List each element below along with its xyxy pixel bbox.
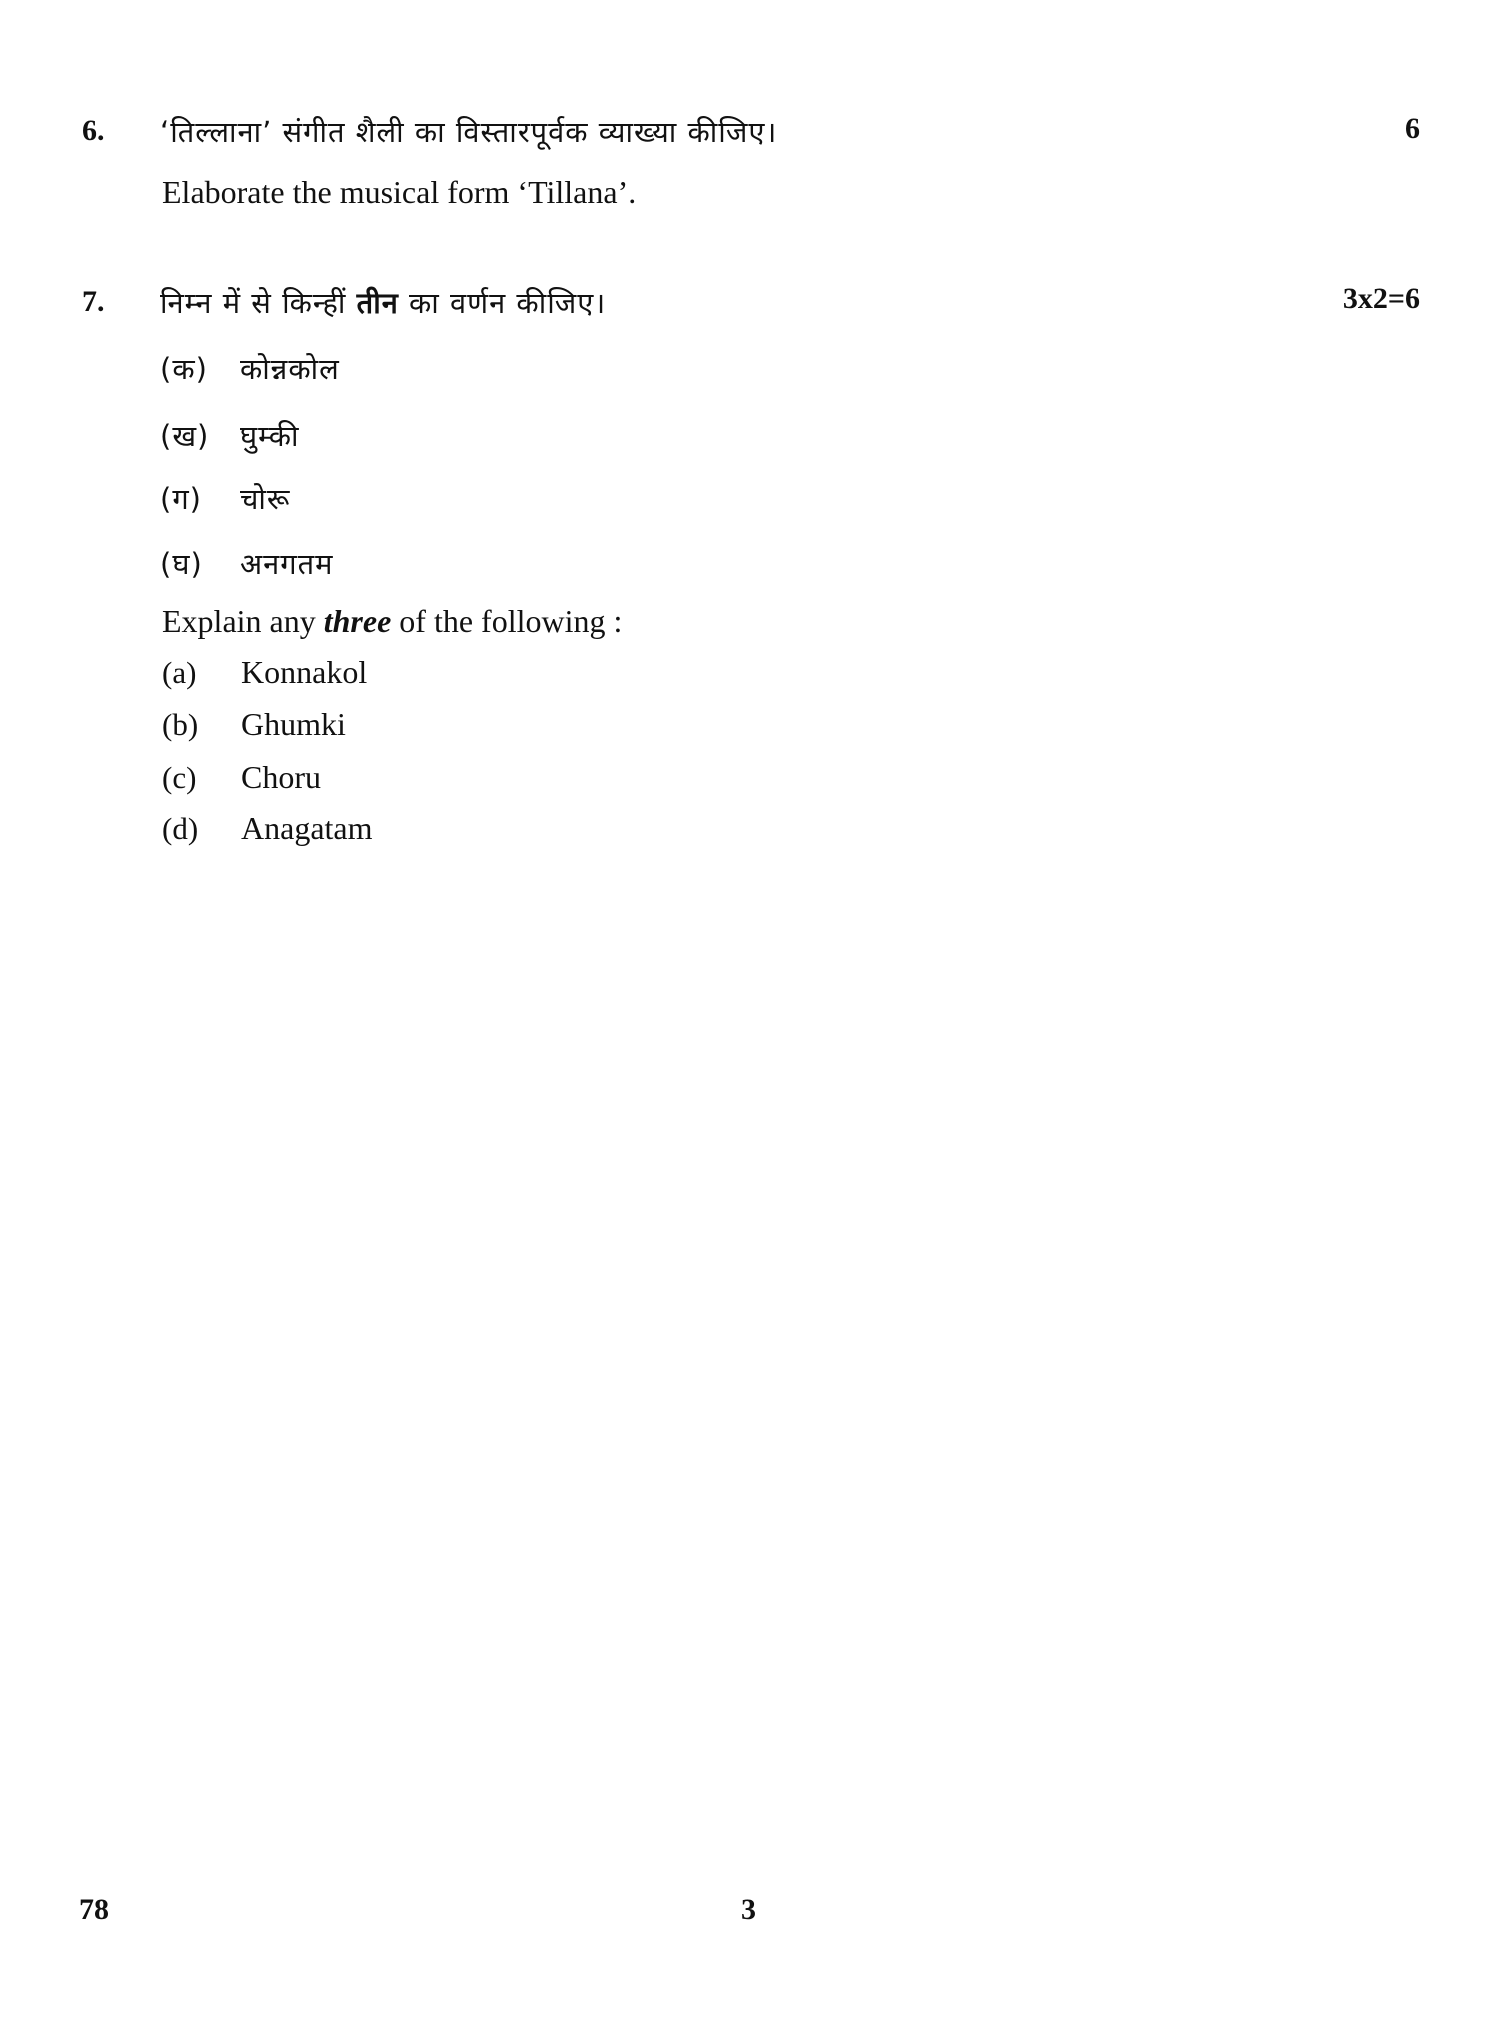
option-text: घुम्की (240, 419, 300, 453)
paper-code: 78 (79, 1893, 109, 1926)
hindi-emphasis: तीन (356, 286, 399, 320)
hindi-text-pre: निम्न में से किन्हीं (160, 286, 357, 320)
option-label: (d) (162, 811, 199, 846)
question-number: 6. (82, 114, 105, 147)
hindi-text-post: का वर्णन कीजिए। (398, 286, 607, 320)
option-text: कोन्नकोल (240, 352, 340, 386)
option-label: (b) (162, 707, 199, 742)
option-text: Choru (241, 759, 321, 795)
english-emphasis: three (323, 603, 392, 639)
option-text: चोरू (240, 482, 291, 516)
option-label: (a) (162, 655, 197, 690)
option-label: (ख) (160, 419, 210, 453)
option-text: Ghumki (241, 706, 346, 742)
option-label: (ग) (160, 482, 202, 516)
question-number: 7. (82, 285, 105, 318)
english-text-post: of the following : (391, 603, 623, 639)
question-text-english (162, 603, 622, 640)
option-label: (c) (162, 760, 197, 795)
option-text: Konnakol (241, 654, 368, 690)
question-text-hindi (160, 283, 606, 322)
question-text-hindi: ‘तिल्लाना’ संगीत शैली का विस्तारपूर्वक व्याख्या कीजिए। (160, 115, 778, 149)
option-label: (क) (160, 352, 208, 386)
question-text-english: Elaborate the musical form ‘Tillana’. (162, 174, 637, 210)
question-marks: 6 (1405, 112, 1420, 145)
option-text: अनगतम (240, 547, 334, 581)
page-number: 3 (741, 1893, 756, 1926)
option-label: (घ) (160, 547, 203, 581)
question-marks: 3x2=6 (1342, 282, 1420, 315)
option-text: Anagatam (241, 810, 373, 846)
english-text-pre: Explain any (162, 603, 324, 639)
